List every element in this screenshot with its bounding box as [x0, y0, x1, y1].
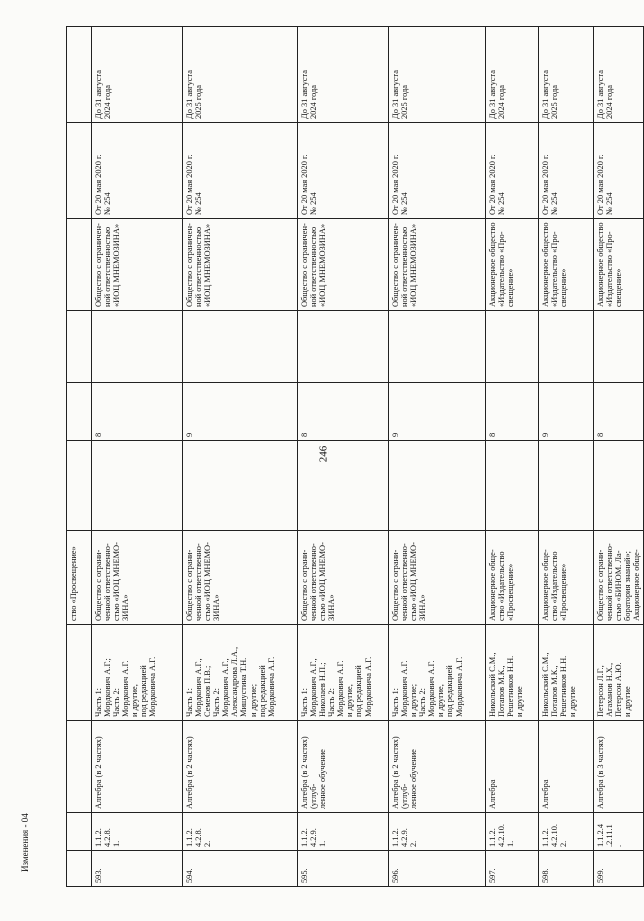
row-subject: Алгебра (в 3 частях) [594, 721, 644, 813]
row-grade: 9 [539, 383, 594, 441]
row-number: 598. [539, 851, 594, 887]
row-subject: Алгебра (в 2 частях) [92, 721, 183, 813]
row-code: 1.1.2. 4.2.9. 1. [298, 813, 389, 851]
row-grade: 9 [183, 383, 298, 441]
row-deadline: До 31 августа 2025 года [389, 27, 486, 123]
row-publisher: Общество с ограни- ченной ответственно- стью «ИОЦ МНЕМО- ЗИНА» [298, 531, 389, 625]
row-subject: Алгебра (в 2 частях) (углуб- ленное обучение [298, 721, 389, 813]
row-order: От 20 мая 2020 г. № 254 [183, 123, 298, 219]
table-row [389, 27, 486, 887]
row-authors: Никольский С.М., Потапов М.К., Решетников Н.Н. и другие [486, 625, 539, 721]
table-row [594, 27, 644, 887]
row-grade: 8 [486, 383, 539, 441]
row-number: 597. [486, 851, 539, 887]
row-legal-entity: Общество с ограничен- ной ответственностью «ИОЦ МНЕМОЗИНА» [389, 219, 486, 311]
row-deadline: До 31 августа 2024 года [92, 27, 183, 123]
row-publisher: Общество с ограни- ченной ответственно- стью «ИОЦ МНЕМО- ЗИНА» [389, 531, 486, 625]
row-legal-entity: Акционерное общество «Издательство «Про- свещение» [539, 219, 594, 311]
row-grade: 8 [92, 383, 183, 441]
row-publisher: Акционерное обще- ство «Издательство «Просвещение» [486, 531, 539, 625]
row-publisher: Акционерное обще- ство «Издательство «Просвещение» [539, 531, 594, 625]
row-authors: Часть 1: Мордкович А.Г., Николаев Н.П.; Часть 2: Мордкович А.Г. и другие, под редакцией Мордковича А.Г. [298, 625, 389, 721]
row-authors: Часть 1: Мордкович А.Г., Семенов П.В.; Часть 2: Мордкович А.Г., Александрова Л.А., Мишустина Т.Н. и другие; под редакцией Мордковича А.Г. [183, 625, 298, 721]
row-number: 599. [594, 851, 644, 887]
row-code: 1.1.2. 4.2.9. 2. [389, 813, 486, 851]
row-deadline: До 31 августа 2024 года [486, 27, 539, 123]
row-order: От 20 мая 2020 г. № 254 [92, 123, 183, 219]
row-code: 1.1.2. 4.2.8. 2. [183, 813, 298, 851]
row-legal-entity: Общество с ограничен- ной ответственностью «ИОЦ МНЕМОЗИНА» [298, 219, 389, 311]
row-subject: Алгебра (в 2 частях) (углуб- ленное обучение [389, 721, 486, 813]
row-number: 596. [389, 851, 486, 887]
table-row [183, 27, 298, 887]
row-legal-entity: Акционерное общество «Издательство «Про- свещение» [594, 219, 644, 311]
row-deadline: До 31 августа 2024 года [298, 27, 389, 123]
row-code: 1.1.2. 4.2.10. 1. [486, 813, 539, 851]
row-publisher: Общество с ограни- ченной ответственно- стью «ИОЦ МНЕМО- ЗИНА» [183, 531, 298, 625]
row-grade: 8 [594, 383, 644, 441]
row-grade: 8 [298, 383, 389, 441]
row-subject: Алгебра [539, 721, 594, 813]
page-number: 246 [317, 445, 330, 463]
row-authors: Часть 1: Мордкович А.Г.; Часть 2: Мордкович А.Г. и другие, под редакцией Мордковича А.Г. [92, 625, 183, 721]
row-legal-entity: Общество с ограничен- ной ответственностью «ИОЦ МНЕМОЗИНА» [92, 219, 183, 311]
textbook-list-table [66, 26, 644, 887]
row-order: От 20 мая 2020 г. № 254 [389, 123, 486, 219]
row-code: 1.1.2. 4.2.8. 1. [92, 813, 183, 851]
row-code: 1.1.2. 4.2.10. 2. [539, 813, 594, 851]
row-deadline: До 31 августа 2024 года [594, 27, 644, 123]
row-authors: Часть 1: Мордкович А.Г. и другие; Часть 2: Мордкович А.Г. и другие, под редакцией Мордковича А.Г. [389, 625, 486, 721]
table-row-continuation [67, 27, 92, 887]
row-deadline: До 31 августа 2025 года [539, 27, 594, 123]
row-publisher: Общество с ограни- ченной ответственно- стью «БИНОМ. Ла- боратория знаний»; Акционерное обще- [594, 531, 644, 625]
row-order: От 20 мая 2020 г. № 254 [486, 123, 539, 219]
row-number: 593. [92, 851, 183, 887]
row-authors: Никольский С.М., Потапов М.К., Решетников Н.Н. и другие [539, 625, 594, 721]
row-number: 594. [183, 851, 298, 887]
row-legal-entity: Акционерное общество «Издательство «Про- свещение» [486, 219, 539, 311]
table-row [539, 27, 594, 887]
row-legal-entity: Общество с ограничен- ной ответственностью «ИОЦ МНЕМОЗИНА» [183, 219, 298, 311]
footer-revision-note: Изменения - 04 [20, 813, 30, 872]
row-subject: Алгебра [486, 721, 539, 813]
row-order: От 20 мая 2020 г. № 254 [594, 123, 644, 219]
row-authors: Петерсон Л.Г., Агаханов Н.Х., Петерсон А.Ю. и другие [594, 625, 644, 721]
table-row [486, 27, 539, 887]
table-row [298, 27, 389, 887]
row-publisher: Общество с ограни- ченной ответственно- стью «ИОЦ МНЕМО- ЗИНА» [92, 531, 183, 625]
row-grade: 9 [389, 383, 486, 441]
row-order: От 20 мая 2020 г. № 254 [539, 123, 594, 219]
row-number: 595. [298, 851, 389, 887]
row-code: 1.1.2.4 .2.11.1 . [594, 813, 644, 851]
row-order: От 20 мая 2020 г. № 254 [298, 123, 389, 219]
row-deadline: До 31 августа 2025 года [183, 27, 298, 123]
table-row [92, 27, 183, 887]
publisher-cell: ство «Просвещение» [67, 531, 92, 625]
row-subject: Алгебра (в 2 частях) [183, 721, 298, 813]
